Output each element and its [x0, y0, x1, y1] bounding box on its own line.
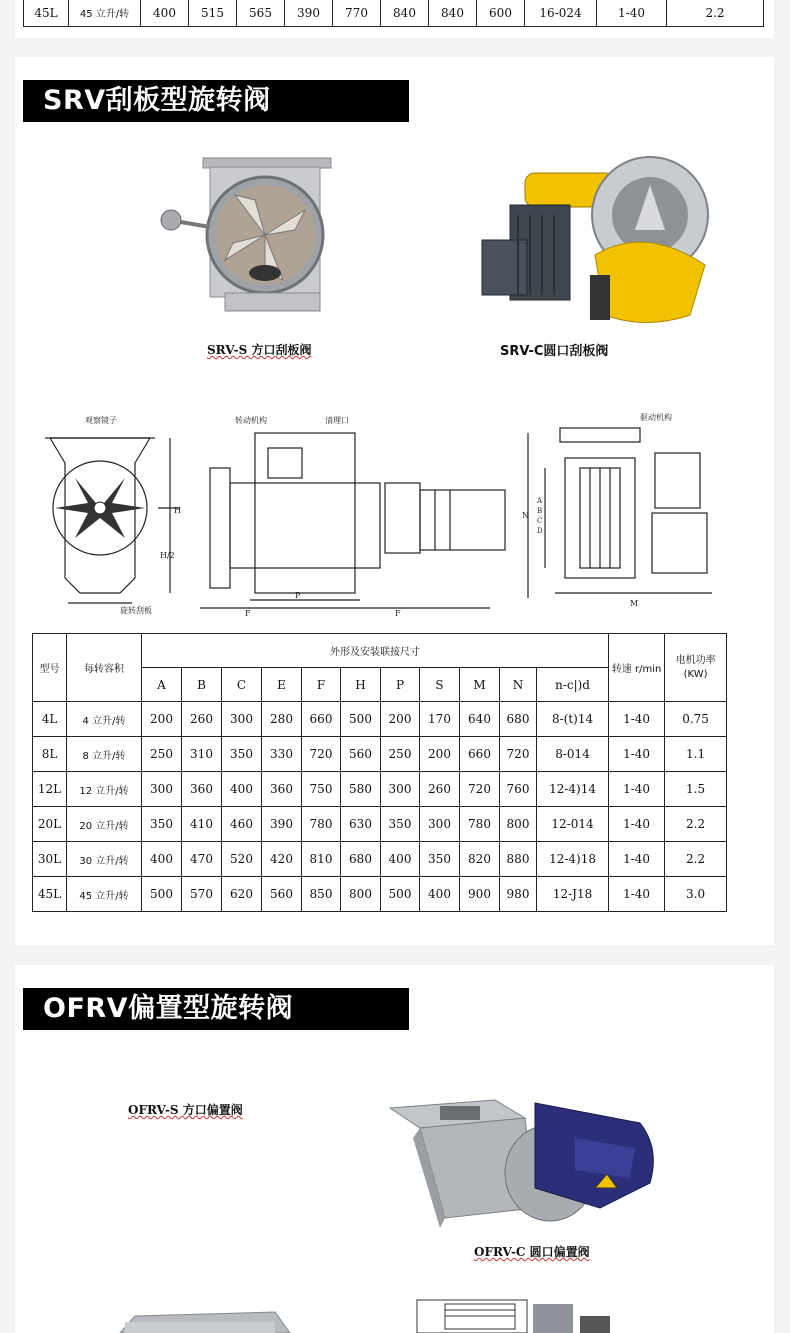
- srv-spec-table: [32, 633, 727, 912]
- ofrv-bottom-drawing: [415, 1296, 615, 1333]
- header-dim: P: [381, 668, 420, 702]
- drawing-label: 观察镜子: [85, 416, 117, 425]
- header-dim: E: [262, 668, 302, 702]
- table-cell: 0.75: [665, 702, 727, 737]
- table-cell: 4L: [33, 702, 67, 737]
- table-cell: 720: [500, 737, 537, 772]
- drawing-label: 旋转刮板: [120, 606, 152, 615]
- table-cell: 580: [341, 772, 381, 807]
- table-cell: 300: [222, 702, 262, 737]
- table-cell: 780: [302, 807, 341, 842]
- drawing-label: F: [395, 609, 401, 618]
- table-cell: 1.1: [665, 737, 727, 772]
- table-cell: 720: [302, 737, 341, 772]
- table-cell: 760: [500, 772, 537, 807]
- header-power-line2: (KW): [683, 668, 708, 680]
- drawing-label: M: [630, 599, 639, 608]
- table-cell: 680: [500, 702, 537, 737]
- header-dim: F: [302, 668, 341, 702]
- table-cell: 630: [341, 807, 381, 842]
- table-cell: 200: [142, 702, 182, 737]
- table-cell: 30L: [33, 842, 67, 877]
- table-row: [33, 842, 727, 877]
- table-cell: 640: [460, 702, 500, 737]
- drawing-label: A: [537, 497, 543, 505]
- table-cell: 300: [142, 772, 182, 807]
- table-cell: 800: [341, 877, 381, 912]
- table-cell: 12-4)14: [537, 772, 609, 807]
- drawing-label: F: [245, 609, 251, 618]
- table-cell: 460: [222, 807, 262, 842]
- table-cell: 20 立升/转: [67, 807, 142, 842]
- table-cell: 30 立升/转: [67, 842, 142, 877]
- table-cell: 400: [420, 877, 460, 912]
- drawing-label: P: [295, 591, 301, 600]
- table-cell: 620: [222, 877, 262, 912]
- table-cell: 260: [182, 702, 222, 737]
- table-cell: 330: [262, 737, 302, 772]
- table-cell: 8L: [33, 737, 67, 772]
- table-cell: 360: [182, 772, 222, 807]
- table-cell: 170: [420, 702, 460, 737]
- table-cell: 350: [381, 807, 420, 842]
- table-cell: 810: [302, 842, 341, 877]
- ofrv-s-caption-text: OFRV-S 方口偏置阀: [128, 1103, 243, 1117]
- drawing-label: H/2: [160, 551, 175, 560]
- table-cell: 770: [333, 0, 381, 27]
- ofrv-c-valve-photo: [385, 1078, 665, 1238]
- table-cell: 12-J18: [537, 877, 609, 912]
- drawing-label: 清理口: [325, 416, 349, 425]
- header-speed: 转速 r/min: [609, 634, 665, 702]
- table-cell: 310: [182, 737, 222, 772]
- table-cell: 390: [285, 0, 333, 27]
- table-cell: 900: [460, 877, 500, 912]
- table-cell: 840: [381, 0, 429, 27]
- table-row: [33, 702, 727, 737]
- table-cell: 1-40: [609, 842, 665, 877]
- header-dim: n-c|)d: [537, 668, 609, 702]
- table-cell: 45L: [24, 0, 69, 27]
- table-cell: 720: [460, 772, 500, 807]
- table-row: [33, 772, 727, 807]
- srv-table-body: [33, 702, 727, 912]
- drawing-label: N: [522, 511, 529, 520]
- table-cell: 400: [141, 0, 189, 27]
- header-dim: B: [182, 668, 222, 702]
- table-cell: 2.2: [667, 0, 764, 27]
- table-cell: 45 立升/转: [69, 0, 141, 27]
- ofrv-s-caption: [128, 1101, 243, 1118]
- table-cell: 350: [420, 842, 460, 877]
- table-cell: 2.2: [665, 842, 727, 877]
- table-cell: 3.0: [665, 877, 727, 912]
- ofrv-section-title: OFRV偏置型旋转阀: [23, 988, 409, 1030]
- table-cell: 420: [262, 842, 302, 877]
- table-cell: 515: [189, 0, 237, 27]
- table-row: [33, 877, 727, 912]
- header-dim: H: [341, 668, 381, 702]
- table-cell: 260: [420, 772, 460, 807]
- table-cell: 8-(t)14: [537, 702, 609, 737]
- ofrv-c-caption-text: OFRV-C 圆口偏置阀: [474, 1245, 590, 1259]
- table-cell: 1-40: [609, 737, 665, 772]
- srv-section-title: SRV刮板型旋转阀: [23, 80, 409, 122]
- table-cell: 400: [222, 772, 262, 807]
- table-cell: 1-40: [609, 772, 665, 807]
- table-cell: 750: [302, 772, 341, 807]
- header-dim: N: [500, 668, 537, 702]
- table-cell: 350: [142, 807, 182, 842]
- table-row: [24, 0, 764, 27]
- drawing-label: H: [174, 506, 181, 515]
- table-cell: 1-40: [609, 702, 665, 737]
- table-cell: 250: [142, 737, 182, 772]
- srv-s-valve-photo: [155, 155, 340, 320]
- table-cell: 1-40: [609, 877, 665, 912]
- table-cell: 840: [429, 0, 477, 27]
- table-cell: 980: [500, 877, 537, 912]
- drawing-label: B: [537, 507, 543, 515]
- table-cell: 360: [262, 772, 302, 807]
- table-cell: 8-014: [537, 737, 609, 772]
- srv-s-caption-text: SRV-S 方口刮板阀: [207, 343, 312, 357]
- table-cell: 1-40: [609, 807, 665, 842]
- table-cell: 16-024: [525, 0, 597, 27]
- drawing-label: 转动机构: [235, 416, 267, 425]
- table-cell: 500: [381, 877, 420, 912]
- table-cell: 12 立升/转: [67, 772, 142, 807]
- table-cell: 400: [142, 842, 182, 877]
- table-cell: 280: [262, 702, 302, 737]
- table-cell: 350: [222, 737, 262, 772]
- drawing-label: C: [537, 517, 543, 525]
- table-cell: 660: [460, 737, 500, 772]
- table-cell: 1-40: [597, 0, 667, 27]
- table-cell: 500: [142, 877, 182, 912]
- table-cell: 250: [381, 737, 420, 772]
- table-cell: 12-4)18: [537, 842, 609, 877]
- table-cell: 470: [182, 842, 222, 877]
- table-cell: 880: [500, 842, 537, 877]
- table-cell: 45 立升/转: [67, 877, 142, 912]
- table-cell: 300: [420, 807, 460, 842]
- header-power: [665, 634, 727, 702]
- header-dim: M: [460, 668, 500, 702]
- header-power-line1: 电机功率: [675, 654, 716, 666]
- drawing-label: D: [537, 527, 543, 535]
- table-cell: 300: [381, 772, 420, 807]
- table-cell: 660: [302, 702, 341, 737]
- table-cell: 600: [477, 0, 525, 27]
- table-cell: 12-014: [537, 807, 609, 842]
- previous-spec-table: [23, 0, 764, 27]
- header-dim: C: [222, 668, 262, 702]
- table-cell: 850: [302, 877, 341, 912]
- table-cell: 390: [262, 807, 302, 842]
- table-cell: 200: [420, 737, 460, 772]
- table-cell: 520: [222, 842, 262, 877]
- table-cell: 560: [341, 737, 381, 772]
- table-cell: 1.5: [665, 772, 727, 807]
- srv-c-caption: SRV-C圆口刮板阀: [500, 344, 609, 359]
- header-volume: 每转容积: [67, 634, 142, 702]
- top-table-card: [15, 0, 774, 38]
- table-cell: 680: [341, 842, 381, 877]
- table-cell: 560: [262, 877, 302, 912]
- table-cell: 12L: [33, 772, 67, 807]
- header-model: 型号: [33, 634, 67, 702]
- table-cell: 820: [460, 842, 500, 877]
- srv-c-valve-photo: [470, 155, 735, 335]
- table-row: [33, 737, 727, 772]
- table-cell: 780: [460, 807, 500, 842]
- table-cell: 45L: [33, 877, 67, 912]
- table-cell: 20L: [33, 807, 67, 842]
- table-cell: 500: [341, 702, 381, 737]
- ofrv-c-caption: [474, 1243, 590, 1260]
- srv-s-caption: [207, 341, 311, 358]
- table-row: [33, 807, 727, 842]
- header-dim: A: [142, 668, 182, 702]
- table-cell: 800: [500, 807, 537, 842]
- table-cell: 565: [237, 0, 285, 27]
- table-cell: 8 立升/转: [67, 737, 142, 772]
- table-cell: 4 立升/转: [67, 702, 142, 737]
- table-cell: 400: [381, 842, 420, 877]
- header-dimensions: 外形及安装联接尺寸: [142, 634, 609, 668]
- srv-technical-drawings: [40, 408, 745, 623]
- table-header-row: [33, 634, 727, 668]
- header-dim: S: [420, 668, 460, 702]
- table-cell: 200: [381, 702, 420, 737]
- drawing-label: 驱动机构: [640, 413, 672, 422]
- table-cell: 570: [182, 877, 222, 912]
- ofrv-bottom-left-photo: [115, 1310, 295, 1333]
- table-cell: 410: [182, 807, 222, 842]
- table-cell: 2.2: [665, 807, 727, 842]
